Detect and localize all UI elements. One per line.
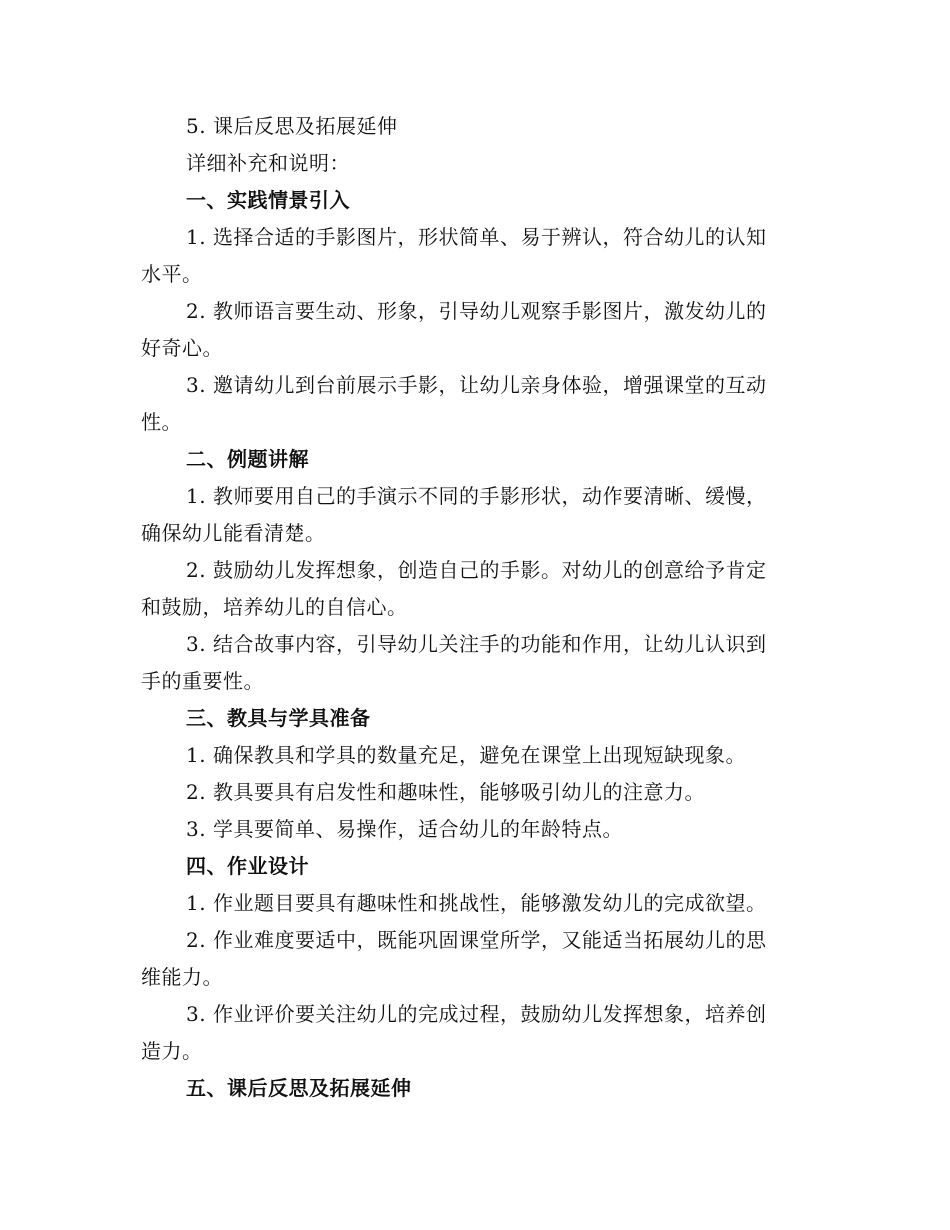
paragraph-line: 3. 邀请幼儿到台前展示手影，让幼儿亲身体验，增强课堂的互动 xyxy=(186,373,767,397)
paragraph-line: 水平。 xyxy=(141,262,203,286)
section-heading: 三、教具与学具准备 xyxy=(186,706,371,730)
paragraph-line: 好奇心。 xyxy=(141,336,223,360)
section-heading: 一、实践情景引入 xyxy=(186,188,350,212)
list-item xyxy=(141,293,809,367)
paragraph-line: 3. 学具要简单、易操作，适合幼儿的年龄特点。 xyxy=(186,817,623,841)
paragraph-line: 1. 选择合适的手影图片，形状简单、易于辨认，符合幼儿的认知 xyxy=(186,225,767,249)
paragraph-line: 性。 xyxy=(141,410,182,434)
section-heading: 二、例题讲解 xyxy=(186,447,309,471)
paragraph-line: 2. 鼓励幼儿发挥想象，创造自己的手影。对幼儿的创意给予肯定 xyxy=(186,558,767,582)
list-item xyxy=(141,219,809,293)
paragraph-line: 1. 教师要用自己的手演示不同的手影形状，动作要清晰、缓慢， xyxy=(186,484,767,508)
paragraph-line: 2. 教具要具有启发性和趣味性，能够吸引幼儿的注意力。 xyxy=(186,780,705,804)
paragraph-line: 3. 作业评价要关注幼儿的完成过程，鼓励幼儿发挥想象，培养创 xyxy=(186,1002,767,1026)
paragraph-line: 和鼓励，培养幼儿的自信心。 xyxy=(141,595,408,619)
intro-item: 5. 课后反思及拓展延伸 xyxy=(186,114,398,138)
section-heading: 五、课后反思及拓展延伸 xyxy=(186,1076,412,1100)
list-item xyxy=(141,626,809,700)
section-heading: 四、作业设计 xyxy=(186,854,309,878)
paragraph-line: 3. 结合故事内容，引导幼儿关注手的功能和作用，让幼儿认识到 xyxy=(186,632,767,656)
intro-note: 详细补充和说明： xyxy=(186,151,350,175)
paragraph-line: 1. 作业题目要具有趣味性和挑战性，能够激发幼儿的完成欲望。 xyxy=(186,891,767,915)
paragraph-line: 造力。 xyxy=(141,1039,203,1063)
document-body xyxy=(141,108,809,1107)
list-item xyxy=(141,811,809,848)
list-item xyxy=(141,367,809,441)
paragraph-line: 维能力。 xyxy=(141,965,223,989)
list-item xyxy=(141,996,809,1070)
paragraph-line: 手的重要性。 xyxy=(141,669,264,693)
paragraph-line: 2. 教师语言要生动、形象，引导幼儿观察手影图片，激发幼儿的 xyxy=(186,299,767,323)
list-item xyxy=(141,478,809,552)
list-item xyxy=(141,737,809,774)
list-item xyxy=(141,552,809,626)
paragraph-line: 1. 确保教具和学具的数量充足，避免在课堂上出现短缺现象。 xyxy=(186,743,746,767)
list-item xyxy=(141,774,809,811)
list-item xyxy=(141,922,809,996)
paragraph-line: 确保幼儿能看清楚。 xyxy=(141,521,326,545)
list-item xyxy=(141,885,809,922)
paragraph-line: 2. 作业难度要适中，既能巩固课堂所学，又能适当拓展幼儿的思 xyxy=(186,928,767,952)
